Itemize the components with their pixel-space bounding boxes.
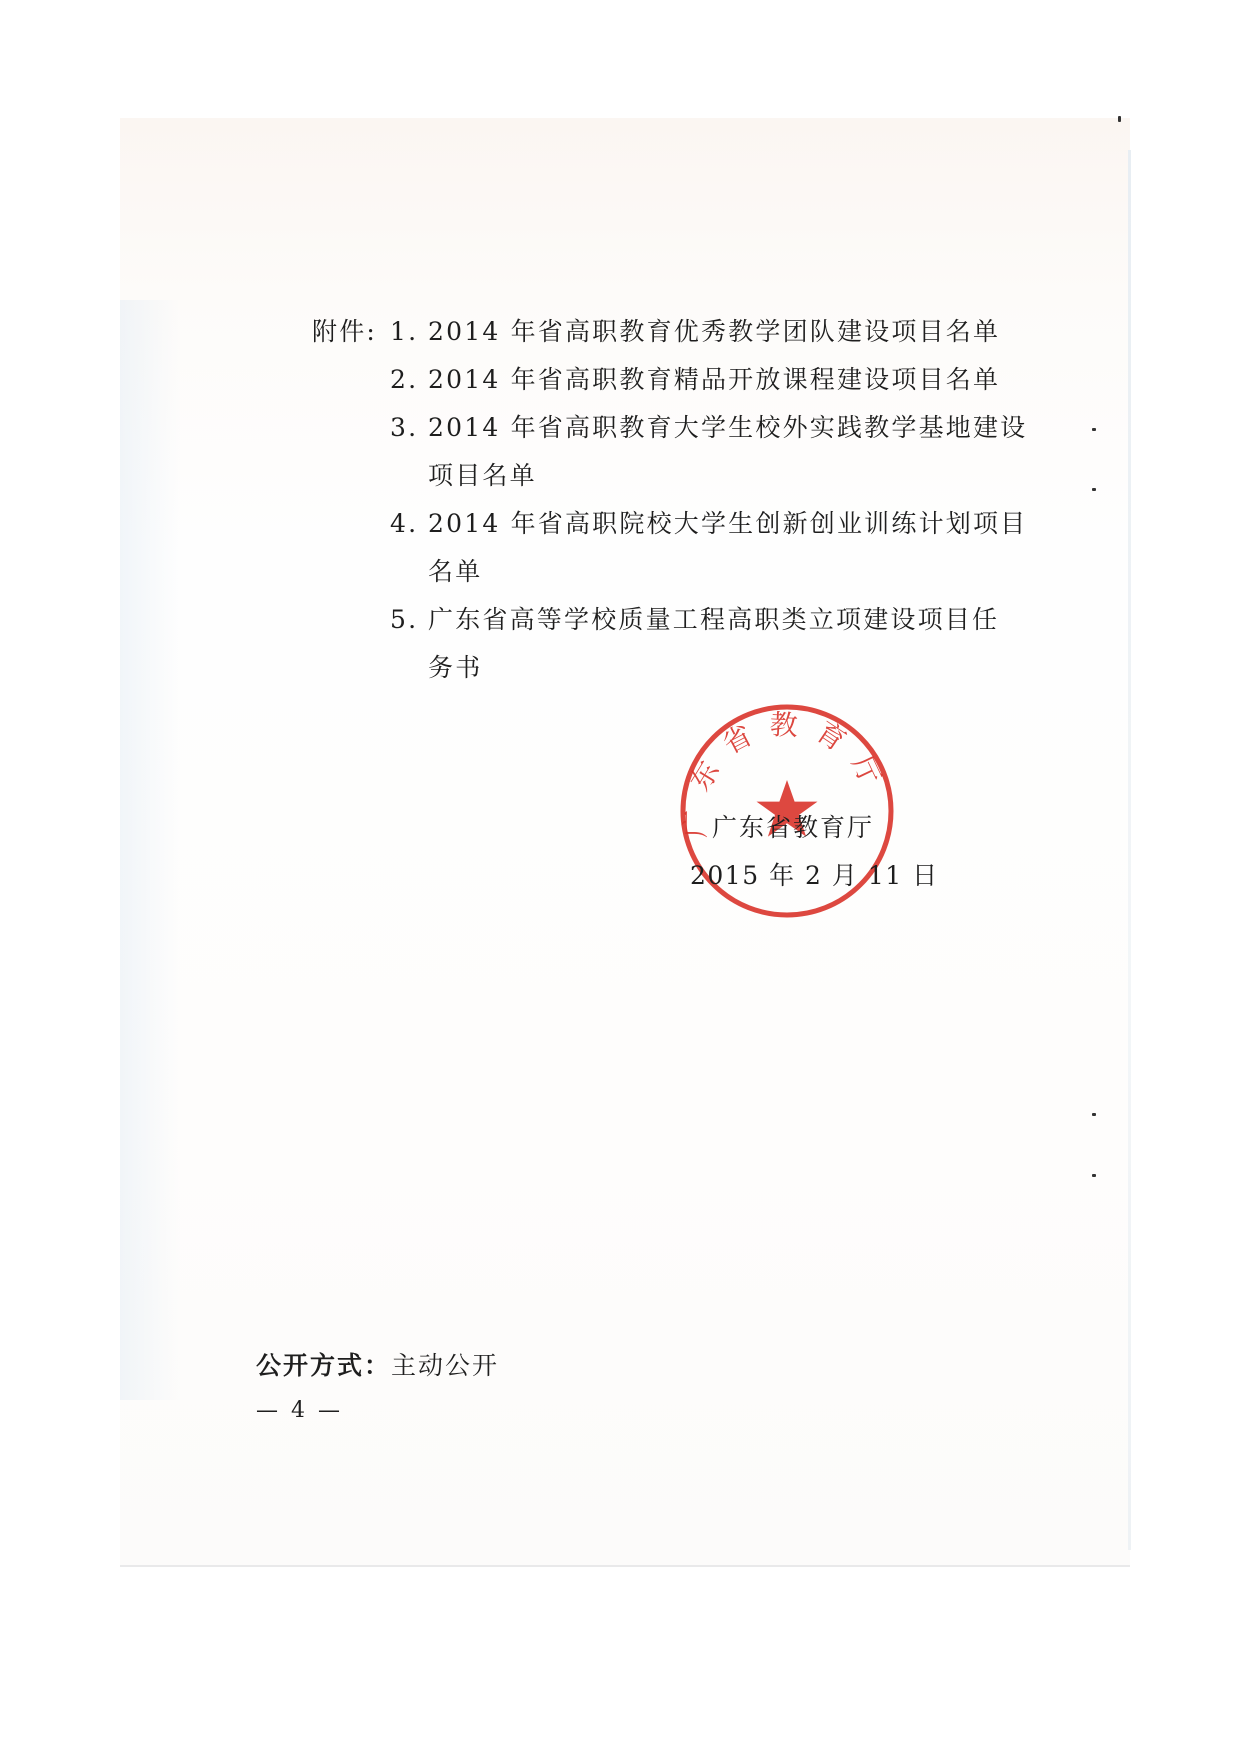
scan-speck: [1092, 428, 1096, 431]
attachment-title-continued: 名单: [428, 557, 483, 586]
attachment-title-continued: 项目名单: [428, 461, 537, 490]
page-edge-bottom: [120, 1565, 1130, 1567]
attachment-title: 2014 年省高职院校大学生创新创业训练计划项目: [428, 509, 1028, 538]
attachment-title-continued: 务书: [428, 653, 483, 682]
attachment-item-3: [312, 404, 1027, 452]
attachment-item-3-continued: [312, 452, 1027, 500]
attachment-item-5-continued: [312, 644, 1027, 692]
page-number: — 4 —: [256, 1398, 343, 1423]
issue-date: 2015 年 2 月 11 日: [690, 861, 939, 890]
attachment-item-4: [312, 500, 1027, 548]
attachment-item-1: [312, 308, 1027, 356]
attachment-number: 5.: [390, 605, 419, 634]
attachment-item-2: [312, 356, 1027, 404]
attachment-number: 3.: [390, 413, 419, 442]
seal-text: 广东省教育厅: [678, 707, 894, 839]
attachment-number: 1.: [390, 317, 419, 346]
attachment-title: 2014 年省高职教育精品开放课程建设项目名单: [428, 365, 1001, 394]
attachment-title: 2014 年省高职教育优秀教学团队建设项目名单: [428, 317, 1001, 346]
attachments-label: 附件:: [312, 317, 378, 346]
attachments-list: [312, 308, 1027, 692]
scan-speck: [1092, 488, 1096, 491]
page-edge-right: [1128, 150, 1131, 1550]
scan-tint: [120, 300, 180, 1400]
attachment-item-4-continued: [312, 548, 1027, 596]
attachment-item-5: [312, 596, 1027, 644]
attachment-title: 广东省高等学校质量工程高职类立项建设项目任: [428, 605, 1000, 634]
issuer-name: 广东省教育厅: [712, 813, 875, 842]
attachment-number: 2.: [390, 365, 419, 394]
attachment-title: 2014 年省高职教育大学生校外实践教学基地建设: [428, 413, 1028, 442]
scan-speck: [1092, 1113, 1096, 1116]
disclosure-value: 主动公开: [391, 1351, 500, 1380]
scan-speck: [1092, 1174, 1096, 1177]
attachment-number: 4.: [390, 509, 419, 538]
disclosure-line: [256, 1346, 499, 1382]
scan-speck: [1118, 116, 1121, 122]
disclosure-label: 公开方式：: [256, 1351, 392, 1380]
